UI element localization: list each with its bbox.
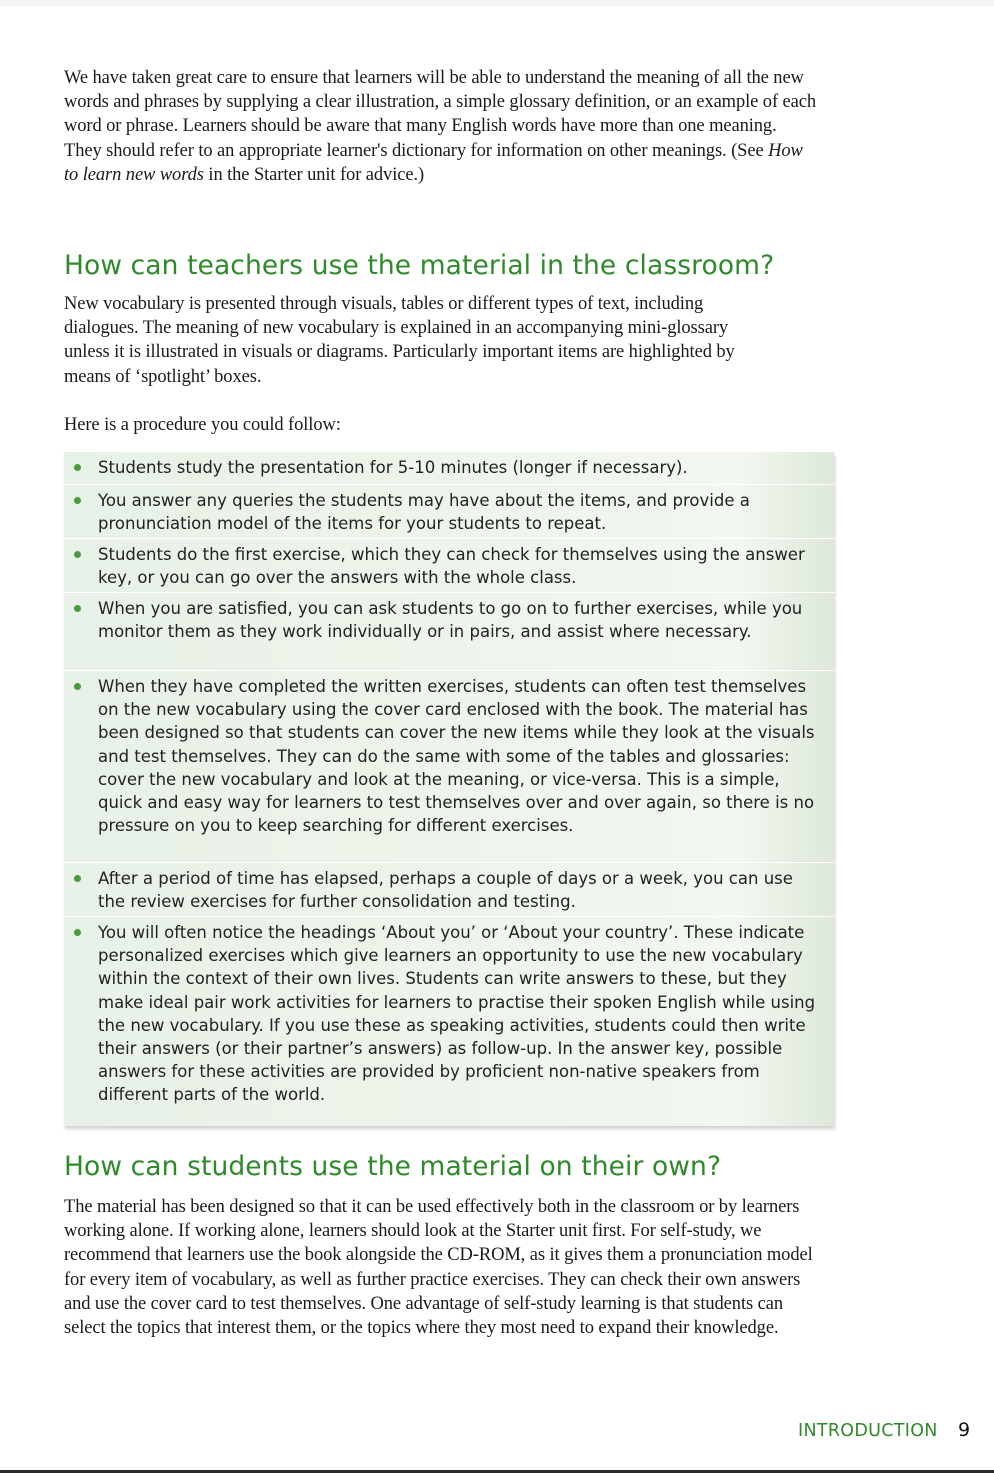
intro-text-end: in the Starter unit for advice.) [203,164,425,185]
procedure-step [64,452,834,484]
top-edge [0,0,994,6]
bullet-icon [74,464,81,471]
procedure-step [64,592,834,671]
footer-section-label: INTRODUCTION [798,1421,938,1441]
heading-classroom: How can teachers use the material in the classroom? [64,250,775,281]
procedure-step [64,670,834,863]
step-text: Students study the presentation for 5-10 minutes (longer if necessary). [98,458,688,477]
step-text: You will often notice the headings ‘About you’ or ‘About your country’. These indicate personalized exercises which give learners an opportunity to use the new vocabulary within the context of their own lives. Students can write answers to these, but they make ideal pair work activities for learners to practise their spoken English while using the new vocabulary. If you use these as speaking activities, students could then write their answers (or their partner’s answers) as follow-up. In the answer key, possible answers for these activities are provided by proficient non-native speakers from different parts of the world. [98,923,816,1105]
procedure-panel [64,452,834,1126]
intro-italic-reference: How to learn new words [64,140,803,185]
procedure-step [64,538,834,593]
page-number: 9 [958,1419,971,1441]
step-text: You answer any queries the students may have about the items, and provide a pronunciation model of the items for your students to repeat. [98,491,750,534]
own-paragraph: The material has been designed so that it can be used effectively both in the classroom or by learners working alone. If working alone, learners should look at the Starter unit first. For self-study, we recommend that learners use the book alongside the CD-ROM, as it gives them a pronunciation model for every item of vocabulary, as well as further practice exercises. They can check their own answers and use the cover card to test themselves. One advantage of self-study learning is that students can select the topics that interest them, or the topics where they most need to expand their knowledge. [64,1197,813,1339]
procedure-step [64,916,834,1127]
bottom-rule [0,1470,994,1473]
classroom-paragraph: New vocabulary is presented through visuals, tables or different types of text, including dialogues. The meaning of new vocabulary is explained in an accompanying mini-glossary unless it is illustrated in visuals or diagrams. Particularly important items are highlighted by means of ‘spotlight’ boxes. [64,294,735,387]
procedure-step [64,484,834,539]
intro-text: We have taken great care to ensure that learners will be able to understand the meaning of all the new words and phrases by supplying a clear illustration, a simple glossary definition, or an example of each word or phrase. Learners should be aware that many English words have more than one meaning. They should refer to an appropriate learner's dictionary for information on other meanings. (See [64,68,817,161]
bullet-icon [74,605,81,612]
step-text: After a period of time has elapsed, perhaps a couple of days or a week, you can use the review exercises for further consolidation and testing. [98,869,793,912]
intro-paragraph [64,66,816,187]
step-text: When they have completed the written exercises, students can often test themselves on the new vocabulary using the cover card enclosed with the book. The material has been designed so that students can cover the new items while they look at the visuals and test themselves. They can do the same with some of the tables and glossaries: cover the new vocabulary and look at the meaning, or vice-versa. This is a simple, quick and easy way for learners to test themselves over and over again, so there is no pressure on you to keep searching for different exercises. [98,677,815,836]
bullet-icon [74,929,81,936]
bullet-icon [74,497,81,504]
procedure-step [64,862,834,917]
bullet-icon [74,551,81,558]
bullet-icon [74,683,81,690]
procedure-intro: Here is a procedure you could follow: [64,415,341,435]
heading-own: How can students use the material on their own? [64,1151,722,1182]
step-text: When you are satisfied, you can ask students to go on to further exercises, while you monitor them as they work individually or in pairs, and assist where necessary. [98,599,803,642]
bullet-icon [74,875,81,882]
step-text: Students do the first exercise, which they can check for themselves using the answer key, or you can go over the answers with the whole class. [98,545,805,588]
